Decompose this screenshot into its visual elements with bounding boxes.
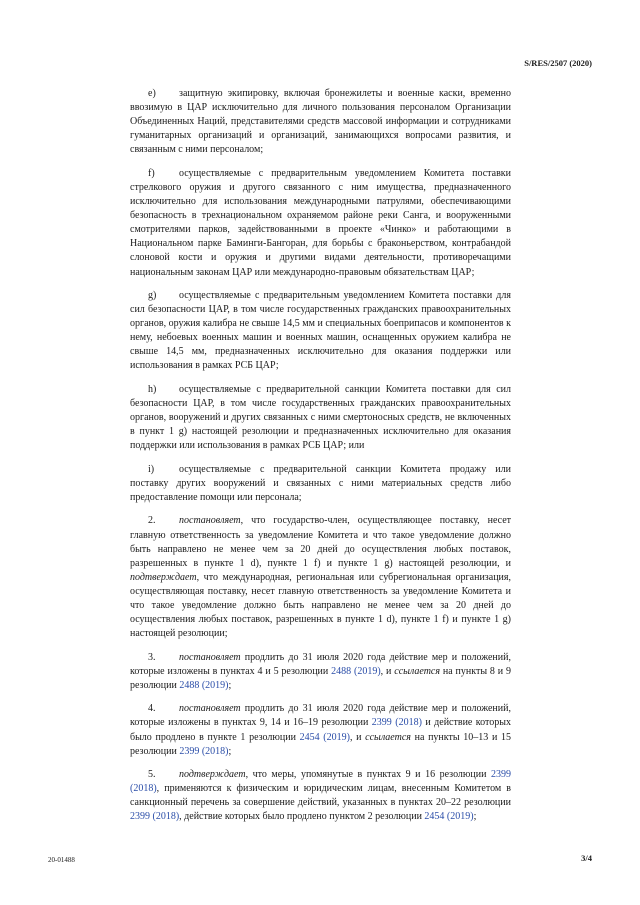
resolution-link[interactable]: 2454 (2019) xyxy=(424,811,474,823)
resolution-link[interactable]: 2488 (2019) xyxy=(179,679,229,691)
paragraph-2 xyxy=(130,514,511,641)
paragraph-number: 4. xyxy=(148,703,156,715)
operative-verb: постановляет xyxy=(179,703,241,715)
resolution-link[interactable]: 2488 (2019) xyxy=(331,665,381,677)
paragraph-4 xyxy=(130,702,511,758)
paragraph-text: , что государство-член, осуществляющее поставку, несет главную ответственность за уведомление Комитета и что такое уведомление должно быть направлено не менее чем за 20 дней до осуществления любых поставок, разрешенных в пункте 1 d), пункте 1 f) и пункте 1 g) настоящей резолюции, и xyxy=(130,515,511,569)
subparagraph-label: e) xyxy=(148,88,156,99)
paragraph-text: , что меры, упомянутые в пунктах 9 и 16 резолюции xyxy=(245,769,491,781)
subparagraph-e xyxy=(130,87,511,157)
resolution-link[interactable]: 2399 (2018) xyxy=(130,811,180,823)
paragraph-3 xyxy=(130,651,511,693)
resolution-link[interactable]: 2399 (2018) xyxy=(371,717,422,729)
paragraph-text: и действие которых было продлено в пункте 1 резолюции xyxy=(130,717,511,743)
paragraph-text: , применяются к физическим и юридическим лицам, внесенным Комитетом в санкционный перечень за совершение действий, указанных в пунктах 20–22 резолюции xyxy=(130,783,511,809)
subparagraph-i xyxy=(130,463,511,505)
resolution-link[interactable]: 2454 (2019) xyxy=(299,731,350,743)
paragraph-text: ; xyxy=(228,679,232,691)
subparagraph-g xyxy=(130,289,511,374)
subparagraph-text: осуществляемые с предварительным уведомлением Комитета поставки стрелкового оружия и другого связанного с ним имущества, предназначенного исключительно для использования международными патрулями, обеспечивающими безопасность в трехнациональном охраняемом районе реки Санга, и вооруженными смотрителями парков, задействованными в проекте «Чинко» и работающими в Национальном парке Баминги-Бангоран, для борьбы с браконьерством, контрабандой слоновой кости и оружия и другими видами деятельности, противоречащими национальным законам ЦАР или международно-правовым обязательствам ЦАР; xyxy=(130,167,511,278)
operative-verb: постановляет xyxy=(179,515,241,527)
paragraph-text: ; xyxy=(473,811,477,823)
paragraph-text: , что международная, региональная или субрегиональная организация, осуществляющая поставку, несет главную ответственность за уведомление Комитета и что такое уведомление должно быть направлено не менее чем за 20 дней до осуществления любых поставок, разрешенных в пункте 1 d), пункте 1 f) и пункте 1 g) настоящей резолюции; xyxy=(130,571,511,640)
subparagraph-label: h) xyxy=(148,383,157,395)
paragraph-number: 5. xyxy=(148,769,156,781)
resolution-link[interactable]: 2399 (2018) xyxy=(179,745,229,757)
paragraph-text: продлить до 31 июля 2020 года действие мер и положений, которые изложены в пунктах 9, 14 и 16–19 резолюции xyxy=(130,703,511,729)
operative-verb: постановляет xyxy=(179,651,241,663)
subparagraph-text: защитную экипировку, включая бронежилеты и военные каски, временно ввозимую в ЦАР исключительно для личного пользования персоналом Организации Объединенных Наций, представителями средств массовой информации и сотрудниками гуманитарных организаций и организаций, занимающихся вопросами развития, и связанным с ними персоналом; xyxy=(130,88,511,156)
paragraph-number: 2. xyxy=(148,515,156,527)
paragraph-text: продлить до 31 июля 2020 года действие мер и положений, которые изложены в пунктах 4 и 5 резолюции xyxy=(130,651,511,677)
paragraph-text: , и xyxy=(349,731,366,743)
operative-verb: ссылается xyxy=(365,731,411,743)
document-number: 20-01488 xyxy=(48,856,75,864)
paragraph-text: на пункты 8 и 9 резолюции xyxy=(130,665,511,691)
operative-verb: подтверждает xyxy=(179,769,246,781)
subparagraph-text: осуществляемые с предварительной санкции Комитета продажу или поставку других вооружений и связанных с ними материальных средств либо предоставление помощи или персонала; xyxy=(130,463,511,503)
subparagraph-h xyxy=(130,383,511,453)
subparagraph-f xyxy=(130,167,511,280)
paragraph-text: на пункты 10–13 и 15 резолюции xyxy=(130,731,511,757)
operative-verb: подтверждает xyxy=(130,571,197,583)
subparagraph-label: i) xyxy=(148,463,155,475)
subparagraph-label: g) xyxy=(148,290,157,301)
page-number: 3/4 xyxy=(581,853,592,863)
operative-verb: ссылается xyxy=(394,665,441,677)
paragraph-5 xyxy=(130,768,511,824)
subparagraph-text: осуществляемые с предварительной санкции Комитета поставки для сил безопасности ЦАР, в том числе государственных гражданских правоохранительных органов, вооружений и других связанных с ними смертоносных средств, не включенных в пункт 1 g) настоящей резолюции и предназначенных исключительно для оказания поддержки или использования в рамках РСБ ЦАР; или xyxy=(130,383,511,452)
resolution-link[interactable]: 2399 (2018) xyxy=(130,769,511,795)
paragraph-number: 3. xyxy=(148,651,156,663)
paragraph-text: ; xyxy=(228,745,232,757)
subparagraph-label: f) xyxy=(148,167,155,179)
document-body xyxy=(130,87,511,834)
subparagraph-text: осуществляемые с предварительным уведомлением Комитета поставки для сил безопасности ЦАР, в том числе государственных гражданских правоохранительных органов, оружия калибра не свыше 14,5 мм и специальных боеприпасов и компонентов к нему, небоевых военных машин и военных машин, оснащенных оружием калибра не свыше 14,5 мм, предназначенных исключительно для оказания поддержки или использования в рамках РСБ ЦАР; xyxy=(130,290,511,372)
paragraph-text: , действие которых было продлено пунктом 2 резолюции xyxy=(179,811,425,823)
paragraph-text: , и xyxy=(380,665,395,677)
document-symbol: S/RES/2507 (2020) xyxy=(524,58,592,68)
